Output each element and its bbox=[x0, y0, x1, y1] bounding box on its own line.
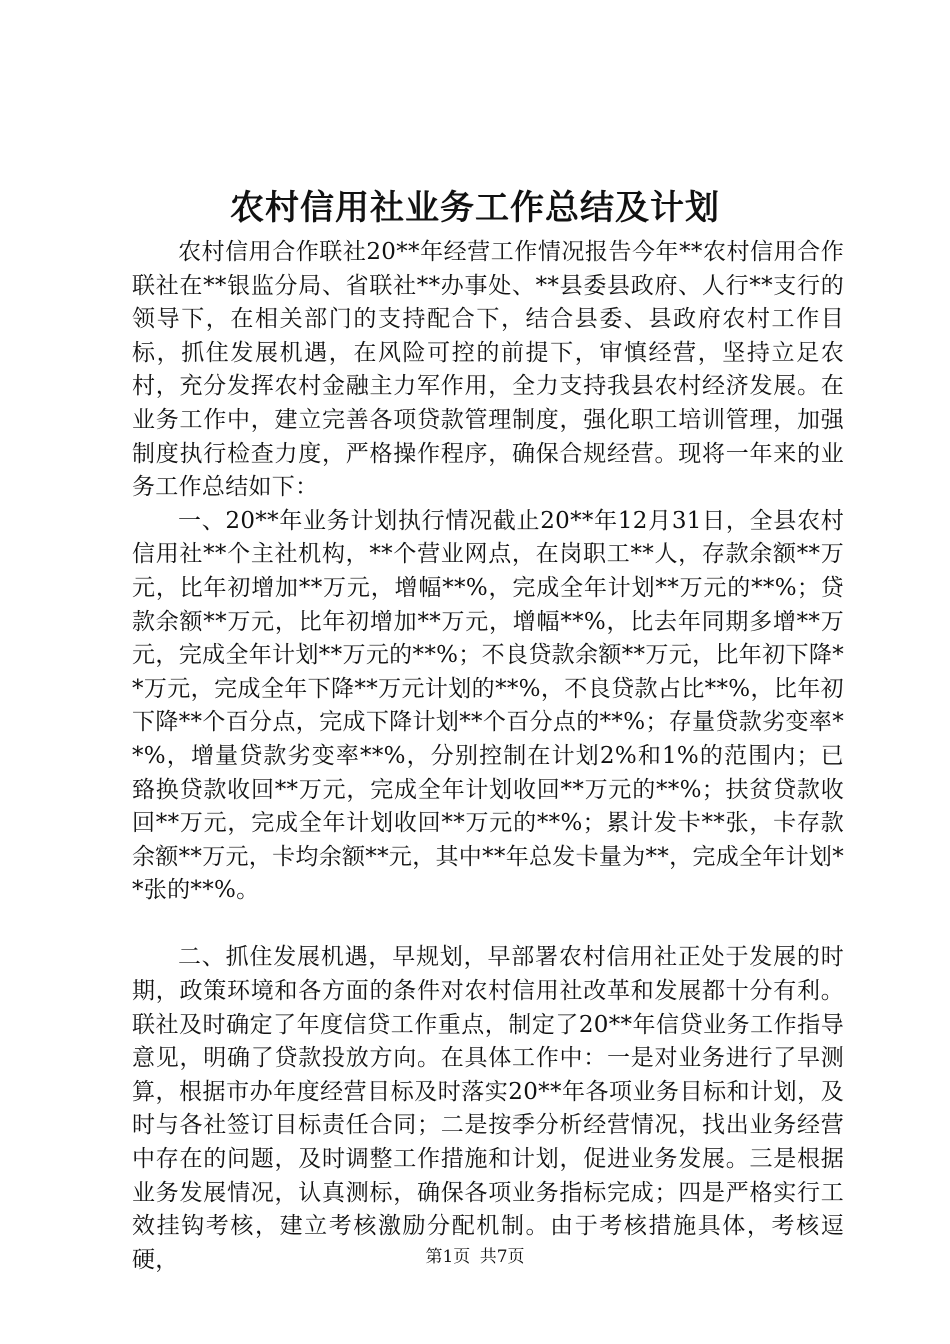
page-total: 共7页 bbox=[479, 1247, 525, 1267]
document-title: 农村信用社业务工作总结及计划 bbox=[230, 188, 720, 228]
document-body bbox=[132, 236, 844, 1277]
paragraph-section-one: 一、20**年业务计划执行情况截止20**年12月31日，全县农村信用社**个主社机构，**个营业网点，在岗职工**人，存款余额**万元，比年初增加**万元，增幅**%，完成全年计划**万元的**%；贷款余额**万元，比年初增加**万元，增幅**%，比去年同期多增**万元，完成全年计划**万元的**%；不良贷款余额**万元，比年初下降**万元，完成全年下降**万元计划的**%，不良贷款占比**%，比年初下降**个百分点，完成下降计划**个百分点的**%；存量贷款劣变率**%，增量贷款劣变率**%，分别控制在计划2%和1%的范围内；已臵换贷款收回**万元，完成全年计划收回**万元的**%；扶贫贷款收回**万元，完成全年计划收回**万元的**%；累计发卡**张，卡存款余额**万元，卡均余额**元，其中**年总发卡量为**，完成全年计划**张的**%。 bbox=[132, 507, 844, 904]
paragraph-section-two: 二、抓住发展机遇，早规划，早部署农村信用社正处于发展的时期，政策环境和各方面的条件对农村信用社改革和发展都十分有利。联社及时确定了年度信贷工作重点，制定了20**年信贷业务工作指导意见，明确了贷款投放方向。在具体工作中：一是对业务进行了早测算，根据市办年度经营目标及时落实20**年各项业务目标和计划，及时与各社签订目标责任合同；二是按季分析经营情况，找出业务经营中存在的问题，及时调整工作措施和计划，促进业务发展。三是根据业务发展情况，认真测标，确保各项业务指标完成；四是严格实行工效挂钩考核，建立考核激励分配机制。由于考核措施具体，考核逗硬， bbox=[132, 944, 844, 1273]
page-footer bbox=[0, 1245, 950, 1269]
page-number: 第1页 bbox=[425, 1247, 471, 1267]
paragraph-intro: 农村信用合作联社20**年经营工作情况报告今年**农村信用合作联社在**银监分局、省联社**办事处、**县委县政府、人行**支行的领导下，在相关部门的支持配合下，结合县委、县政府农村工作目标，抓住发展机遇，在风险可控的前提下，审慎经营，坚持立足农村，充分发挥农村金融主力军作用，全力支持我县农村经济发展。在业务工作中，建立完善各项贷款管理制度，强化职工培训管理，加强制度执行检查力度，严格操作程序，确保合规经营。现将一年来的业务工作总结如下： bbox=[132, 239, 844, 501]
